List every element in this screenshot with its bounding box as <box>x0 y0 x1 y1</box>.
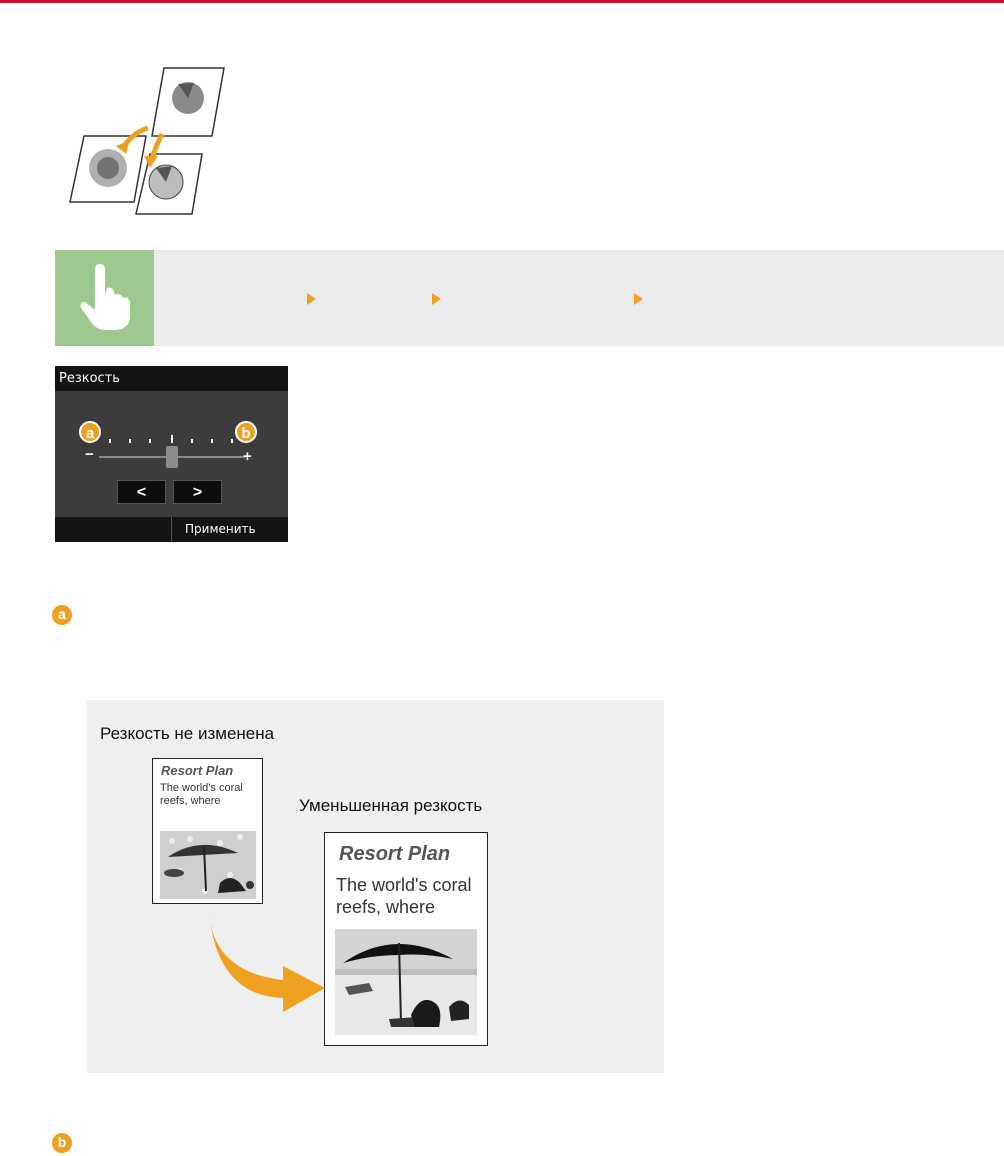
slider-tick <box>171 435 173 443</box>
sharpness-panel <box>55 366 288 542</box>
slider-tick <box>191 439 193 443</box>
label-reduced: Уменьшенная резкость <box>299 796 483 815</box>
triangle-right-icon <box>432 293 441 305</box>
apply-button[interactable]: Применить <box>185 522 256 536</box>
reduce-arrow <box>203 912 327 1014</box>
triangle-right-icon <box>634 293 643 305</box>
label-original: Резкость не изменена <box>100 724 275 743</box>
slider-tick <box>211 439 213 443</box>
slider-tick <box>149 439 151 443</box>
footer-separator <box>171 517 172 542</box>
plus-label: + <box>243 448 252 465</box>
top-rule <box>0 0 1004 3</box>
sharpness-example <box>87 700 664 1073</box>
pages-sharpness-illustration <box>64 62 234 222</box>
panel-footer <box>55 517 288 542</box>
beach-photo <box>160 831 256 899</box>
doc-title: Resort Plan <box>161 763 234 778</box>
slider-tick <box>231 439 233 443</box>
doc-original <box>152 758 263 904</box>
prev-button[interactable]: < <box>117 480 166 504</box>
slider-thumb[interactable] <box>166 446 178 468</box>
marker-a: a <box>79 421 101 443</box>
doc-reduced <box>324 832 488 1046</box>
page-left <box>70 136 146 202</box>
doc-title: Resort Plan <box>339 843 451 865</box>
page-right <box>136 154 202 214</box>
slider-tick <box>129 439 131 443</box>
next-button[interactable]: > <box>173 480 222 504</box>
marker-b: b <box>235 421 257 443</box>
minus-label: − <box>85 446 94 463</box>
doc-text: The world's coral reefs, where <box>336 875 472 917</box>
bullet-a: a <box>52 605 72 625</box>
bullet-b: b <box>52 1133 72 1153</box>
beach-photo <box>335 929 477 1035</box>
triangle-right-icon <box>307 293 316 305</box>
doc-text: The world's coral reefs, where <box>160 782 243 808</box>
touch-hand-icon <box>55 250 154 346</box>
panel-title-bar <box>55 366 288 391</box>
step-bar <box>55 250 1004 346</box>
panel-title: Резкость <box>59 371 120 386</box>
page-top <box>152 68 224 136</box>
slider-tick <box>109 439 111 443</box>
